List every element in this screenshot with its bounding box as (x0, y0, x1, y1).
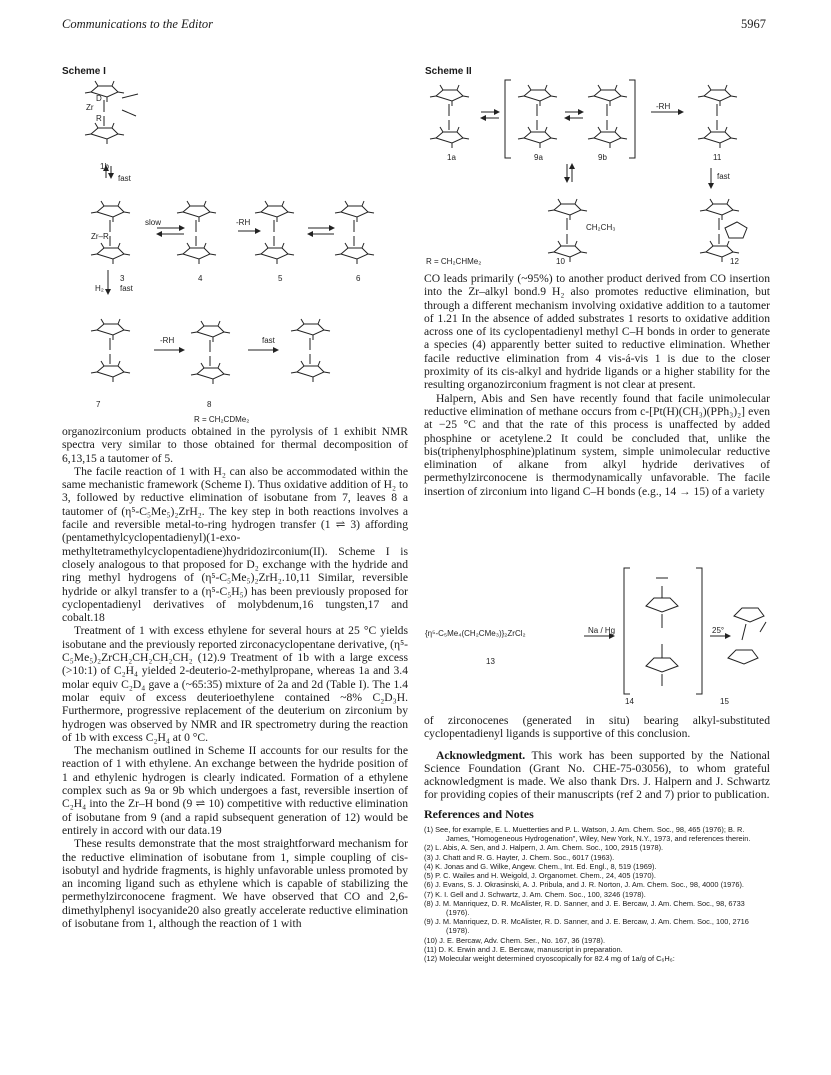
acknowledgment-heading: Acknowledgment. (436, 748, 526, 762)
compound-13-label: 13 (486, 657, 495, 666)
journal-section-header: Communications to the Editor (62, 17, 214, 31)
right-column-text-top (424, 272, 770, 498)
compound-4-label: 4 (198, 274, 203, 283)
reference-item: (12) Molecular weight determined cryoscopically for 82.4 mg of 1a/g of C₆H₆: (424, 953, 675, 963)
compound-9a-label: 9a (534, 153, 543, 162)
references-list (424, 825, 770, 963)
reference-item: (7) K. I. Gell and J. Schwartz, J. Am. Chem. Soc., 100, 3246 (1978). (424, 889, 646, 899)
compound-10-label: 10 (556, 257, 565, 266)
paragraph: These results demonstrate that the most straightforward mechanism for the reductive elimination of isobutane from 1, simple coupling of cis-isobutyl and hydride fragments, is highly unfavorable unless promoted by an incoming ligand such as ethylene which is capable of stabilizing the permethylzirconocene fragment. We have observed that CO and 2,6-dimethylphenyl isocyanide20 also greatly accelerate reductive elimination of isobutane from 1, although the reaction of 1 with (62, 837, 408, 930)
references-heading: References and Notes (424, 806, 534, 821)
slow-label: slow (145, 218, 162, 227)
ch2ch3-label: CH₂CH₃ (586, 223, 616, 232)
compound-8-label: 8 (207, 400, 212, 409)
compound-15-label: 15 (720, 697, 729, 706)
zr-r-label: Zr–R (91, 232, 109, 241)
paragraph: of zirconocenes (generated in situ) bearing alkyl-substituted cyclopentadienyl ligands is supportive of this conclusion. (424, 714, 770, 741)
left-column-text (62, 425, 408, 930)
compound-1b-label: 1b (100, 162, 109, 171)
reference-item: (10) J. E. Bercaw, Adv. Chem. Ser., No. 167, 36 (1978). (424, 935, 606, 945)
paragraph: CO leads primarily (~95%) to another product derived from CO insertion into the Zr–alkyl bond.9 H₂ also promotes reductive elimination, but through a different mechanism involving oxidative addition to a tautomer of 1.21 In the absence of added substrates 1 resorts to oxidative addition across one of its cyclopentadienyl methyl C–H bonds in order to generate a species (4) apparently better suited to reductive elimination. Whether facile reductive elimination from 4 vis-á-vis 1 is due to the closer proximity of its cis-alkyl and hydride ligands or a higher stability for the resulting organozirconium fragment is not clear at present. (424, 272, 770, 392)
page-number: 5967 (741, 17, 766, 31)
right-column-text-bottom (424, 714, 770, 963)
fast-label-scheme-2: fast (717, 172, 730, 181)
paragraph: organozirconium products obtained in the pyrolysis of 1 exhibit NMR spectra very similar to those obtained for thermal decomposition of 6,13,15 a tautomer of 5. (62, 425, 408, 465)
compound-9b-label: 9b (598, 153, 607, 162)
compound-12-label: 12 (730, 257, 739, 266)
reference-item: (4) K. Jonas and G. Wilke, Angew. Chem., Int. Ed. Engl., 8, 519 (1969). (424, 861, 657, 871)
compound-1a-label: 1a (447, 153, 456, 162)
rh-label-scheme-2: -RH (656, 102, 671, 111)
reference-item: (5) P. C. Wailes and H. Weigold, J. Organomet. Chem., 24, 405 (1970). (424, 871, 656, 881)
reference-item: (9) J. M. Manriquez, D. R. McAlister, R. D. Sanner, and J. E. Bercaw, J. Am. Chem. Soc., 100, 2716 (1978). (424, 917, 749, 936)
acknowledgment-text: This work has been supported by the National Science Foundation (Grant No. CHE-75-03056), to whom grateful acknowledgment is made. We also thank Drs. J. Halpern and J. Schwartz for providing copies of their manuscripts (ref 2 and 7) prior to publication. (424, 748, 770, 802)
acknowledgment-paragraph (424, 749, 770, 802)
scheme-1-diagram (62, 78, 392, 418)
compound-5-label: 5 (278, 274, 283, 283)
scheme-2-diagram (425, 78, 765, 268)
h2-label: H₂ (95, 284, 104, 293)
fast-label-2: fast (262, 336, 275, 345)
rh-label-2: -RH (160, 336, 175, 345)
scheme-1-title: Scheme I (62, 66, 106, 77)
reference-item: (3) J. Chatt and R. G. Hayter, J. Chem. Soc., 6017 (1963). (424, 852, 615, 862)
rh-label-1: -RH (236, 218, 251, 227)
scheme-2-r-definition: R = CH₂CHMe₂ (426, 257, 482, 266)
reference-item: (11) D. K. Erwin and J. E. Bercaw, manuscript in preparation. (424, 944, 623, 954)
paragraph: The mechanism outlined in Scheme II accounts for our results for the reaction of 1 with ethylene. An exchange between the hydride position of 1 and ethylenic hydrogen is clearly indicated. Formation of a ethylene complex such as 9a or 9b which undergoes a fast, reversible insertion of C₂H₄ into the Zr–H bond (9 ⇌ 10) competitive with reductive elimination of isobutane from 9 (and a rapid subsequent generation of 12) would be entirely in accord with our data.19 (62, 744, 408, 837)
compound-13-formula: {η⁵-C₅Me₄(CH₂CMe₃)}₂ZrCl₂ (425, 629, 526, 638)
compound-7-label: 7 (96, 400, 101, 409)
reference-item: (6) J. Evans, S. J. Okrasinski, A. J. Pribula, and J. R. Norton, J. Am. Chem. Soc., 98, 4000 (1976). (424, 880, 744, 890)
reference-item: (8) J. M. Manriquez, D. R. McAlister, R. D. Sanner, and J. E. Bercaw, J. Am. Chem. Soc., 98, 6733 (1976). (424, 898, 745, 917)
fast-label-h2: fast (120, 284, 133, 293)
compound-11-label: 11 (713, 153, 722, 162)
scheme-1-r-definition: R = CH₂CDMe₂ (194, 415, 250, 424)
compound-14-label: 14 (625, 697, 634, 706)
compound-3-label: 3 (120, 274, 125, 283)
reference-item: (1) See, for example, E. L. Muetterties and P. L. Watson, J. Am. Chem. Soc., 98, 465 (1976); B. R. James, "Homogeneous Hydrogenation", Wiley, New York, N.Y., 1973, and references therein. (424, 825, 751, 844)
compound-6-label: 6 (356, 274, 361, 283)
paragraph: The facile reaction of 1 with H₂ can also be accommodated within the same mechanistic framework (Scheme I). Thus oxidative addition of H₂ to 3, followed by reductive elimination of isobutane from 7, leaves 8 a tautomer of (η⁵-C₅Me₅)₂ZrH₂. The key step in both reactions involves a facile and reversible metal-to-ring hydrogen transfer (1 ⇌ 3) affording (pentamethylcyclopentadienyl)(1-exo-methyltetramethylcyclopentadiene)hydridozirconium(II). Scheme I is closely analogous to that proposed for D₂ exchange with the hydride and ring methyl hydrogens of (η⁵-C₅Me₅)₂ZrH₂.10,11 Similar, reversible hydride or alkyl transfer to a (η⁵-C₅H₅) has been previously proposed for cyclopentadienyl derivatives of molybdenum,16 tungsten,17 and cobalt.18 (62, 464, 408, 625)
temperature-label: 25° (712, 626, 725, 635)
reference-item: (2) L. Abis, A. Sen, and J. Halpern, J. Am. Chem. Soc., 100, 2915 (1978). (424, 843, 664, 853)
fast-label-top: fast (118, 174, 131, 183)
na-hg-conditions: Na / Hg (588, 626, 616, 635)
scheme-2-title: Scheme II (425, 66, 472, 77)
paragraph: Treatment of 1 with excess ethylene for several hours at 25 °C yields isobutane and the previously reported zirconacyclopentane derivative, (η⁵-C₅Me₅)₂ZrCH₂CH₂CH₂CH₂ (12).9 Treatment of 1b with a large excess (>10:1) of C₂H₄ yielded 2-deuterio-2-methylpropane, whereas 1a and 3.4 molar equiv C₂D₄ gave a (~65:35) mixture of 2a and 2d (Table I). The 1.4 molar equiv of excess deuterioethylene contained ~8% C₂D₃H. Furthermore, progressive replacement of the deuterium on zirconium by hydrogen was observed by NMR and IR spectrometry during the reaction of 1b with excess C₂H₄ at 0 °C. (62, 624, 408, 744)
paragraph: Halpern, Abis and Sen have recently found that facile unimolecular reductive elimination of methane occurs from c-[Pt(H)(CH₃)(PPh₃)₂] even at −25 °C and that the rate of this process is unaffected by added phosphine or acetylene.2 It could be concluded that, unlike the bis(triphenylphosphine)platinum system, simple unimolecular reductive elimination of alkane from alkyl hydride derivatives of permethylzirconocene is thermodynamically unfavorable. The facile insertion of zirconium into ligand C–H bonds (e.g., 14 → 15) of a variety (424, 391, 770, 498)
